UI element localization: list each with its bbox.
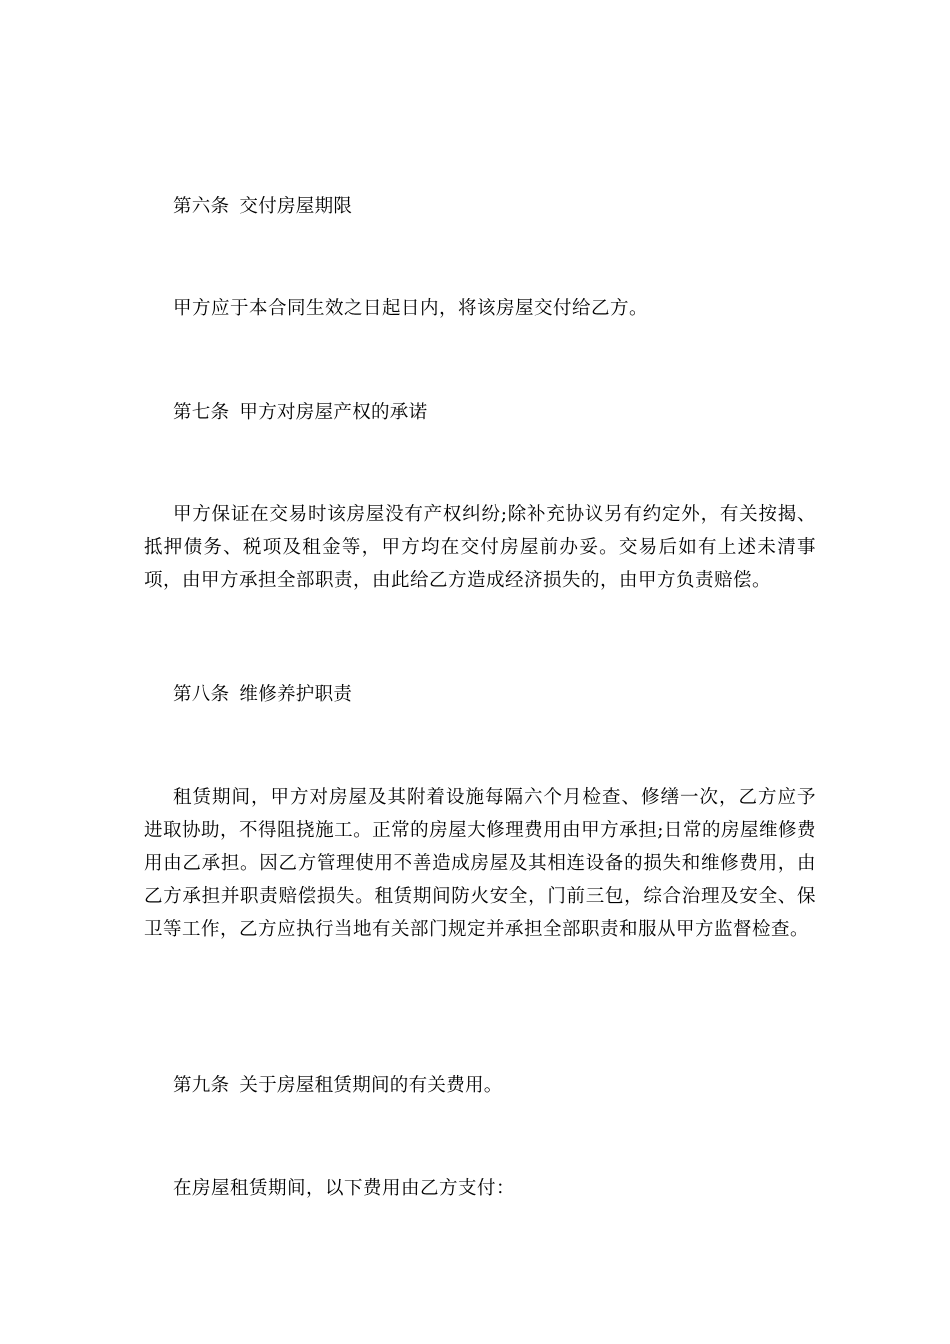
article-9-body: 在房屋租赁期间，以下费用由乙方支付： xyxy=(173,1178,516,1199)
article-9-heading xyxy=(144,1069,816,1102)
article-6-title: 交付房屋期限 xyxy=(239,196,353,217)
article-8-heading xyxy=(144,678,816,711)
article-7-body: 甲方保证在交易时该房屋没有产权纠纷;除补充协议另有约定外，有关按揭、抵押债务、税项及租金等，甲方均在交付房屋前办妥。交易后如有上述未清事项，由甲方承担全部职责，由此给乙方造成经济损失的，由甲方负责赔偿。 xyxy=(144,504,816,591)
article-6-heading xyxy=(144,190,816,223)
article-7-number: 第七条 xyxy=(173,402,230,423)
article-6-number: 第六条 xyxy=(173,196,230,217)
article-8-number: 第八条 xyxy=(173,684,230,705)
article-7-heading xyxy=(144,396,816,429)
article-6-body: 甲方应于本合同生效之日起日内，将该房屋交付给乙方。 xyxy=(173,298,649,319)
article-9-title: 关于房屋租赁期间的有关费用。 xyxy=(239,1075,503,1096)
article-8-title: 维修养护职责 xyxy=(239,684,353,705)
article-7-title: 甲方对房屋产权的承诺 xyxy=(239,402,428,423)
article-8-body: 租赁期间，甲方对房屋及其附着设施每隔六个月检查、修缮一次，乙方应予进取协助，不得阻挠施工。正常的房屋大修理费用由甲方承担;日常的房屋维修费用由乙承担。因乙方管理使用不善造成房屋及其相连设备的损失和维修费用，由乙方承担并职责赔偿损失。租赁期间防火安全，门前三包，综合治理及安全、保卫等工作，乙方应执行当地有关部门规定并承担全部职责和服从甲方监督检查。 xyxy=(144,787,816,940)
article-9-number: 第九条 xyxy=(173,1075,230,1096)
